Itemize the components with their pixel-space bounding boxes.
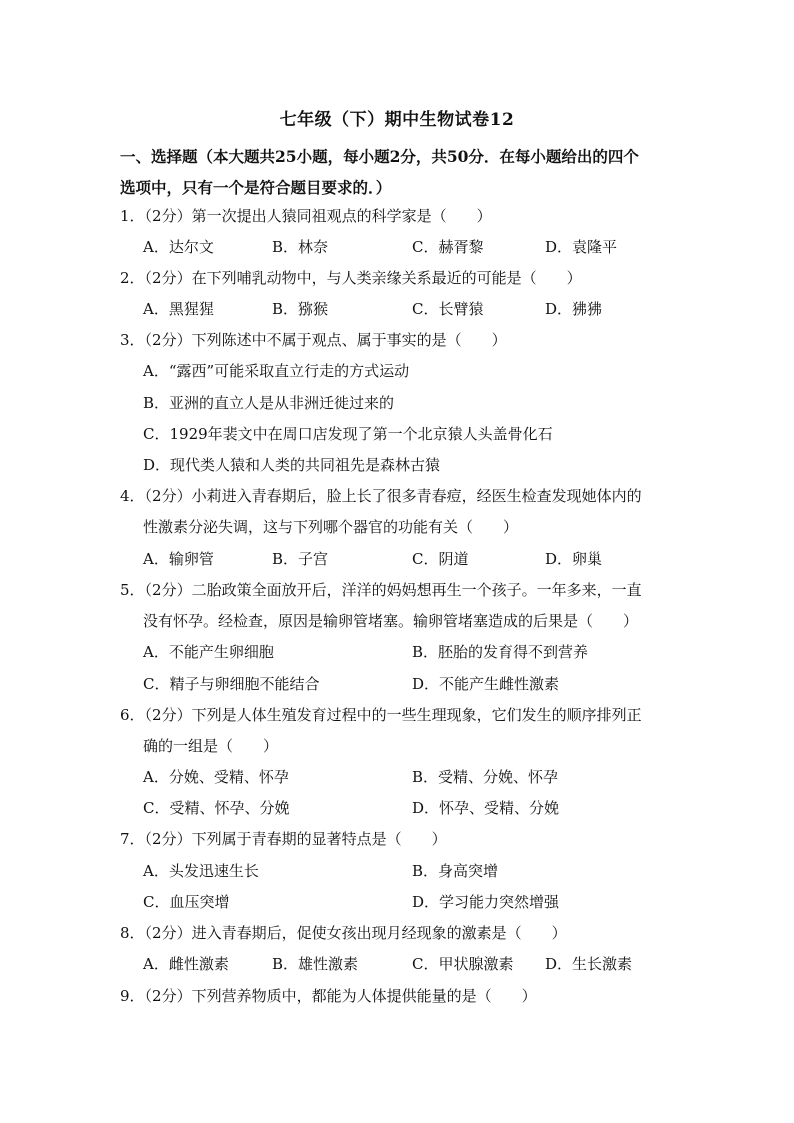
question-1-option-a: A．达尔文 bbox=[143, 238, 214, 256]
question-7-option-d: D．学习能力突然增强 bbox=[412, 893, 560, 911]
question-6-option-a: A．分娩、受精、怀孕 bbox=[143, 768, 289, 786]
question-5-option-b: B．胚胎的发育得不到营养 bbox=[412, 643, 589, 661]
question-6-option-c: C．受精、怀孕、分娩 bbox=[143, 799, 290, 817]
question-2-option-a: A．黑猩猩 bbox=[143, 300, 214, 318]
question-1-option-b: B．林奈 bbox=[272, 238, 329, 256]
section-heading-line-1: 一、选择题（本大题共25小题，每小题2分，共50分．在每小题给出的四个 bbox=[120, 147, 639, 166]
question-4-option-d: D．卵巢 bbox=[545, 550, 603, 568]
question-2-option-c: C．长臂猿 bbox=[412, 300, 484, 318]
question-5-option-c: C．精子与卵细胞不能结合 bbox=[143, 675, 320, 693]
question-3-option-c: C．1929年裴文中在周口店发现了第一个北京猿人头盖骨化石 bbox=[143, 425, 553, 443]
question-2-option-b: B．猕猴 bbox=[272, 300, 329, 318]
question-5-option-d: D．不能产生雌性激素 bbox=[412, 675, 560, 693]
question-8-stem: 8．（2分）进入青春期后，促使女孩出现月经现象的激素是（ ） bbox=[120, 924, 567, 942]
question-4-stem: 4．（2分）小莉进入青春期后，脸上长了很多青春痘，经医生检查发现她体内的 bbox=[120, 487, 642, 505]
question-7-stem: 7．（2分）下列属于青春期的显著特点是（ ） bbox=[120, 830, 447, 848]
question-4-stem-cont: 性激素分泌失调，这与下列哪个器官的功能有关（ ） bbox=[143, 518, 519, 536]
question-8-option-b: B．雄性激素 bbox=[272, 955, 359, 973]
question-6-option-b: B．受精、分娩、怀孕 bbox=[412, 768, 559, 786]
question-1-stem: 1．（2分）第一次提出人猿同祖观点的科学家是（ ） bbox=[120, 207, 492, 225]
question-4-option-a: A．输卵管 bbox=[143, 550, 214, 568]
question-5-option-a: A．不能产生卵细胞 bbox=[143, 643, 274, 661]
question-7-option-c: C．血压突增 bbox=[143, 893, 230, 911]
question-7-option-a: A．头发迅速生长 bbox=[143, 862, 259, 880]
question-3-option-d: D．现代类人猿和人类的共同祖先是森林古猿 bbox=[143, 456, 441, 474]
question-5-stem-cont: 没有怀孕。经检查，原因是输卵管堵塞。输卵管堵塞造成的后果是（ ） bbox=[143, 612, 639, 630]
page-title: 七年级（下）期中生物试卷12 bbox=[279, 110, 515, 130]
question-3-option-a: A．“露西”可能采取直立行走的方式运动 bbox=[143, 362, 410, 380]
question-3-option-b: B．亚洲的直立人是从非洲迁徙过来的 bbox=[143, 394, 395, 412]
question-8-option-a: A．雌性激素 bbox=[143, 955, 229, 973]
question-4-option-b: B．子宫 bbox=[272, 550, 329, 568]
question-6-stem: 6．（2分）下列是人体生殖发育过程中的一些生理现象，它们发生的顺序排列正 bbox=[120, 706, 642, 724]
question-1-option-d: D．袁隆平 bbox=[545, 238, 618, 256]
question-1-option-c: C．赫胥黎 bbox=[412, 238, 484, 256]
question-9-stem: 9．（2分）下列营养物质中，都能为人体提供能量的是（ ） bbox=[120, 987, 537, 1005]
question-8-option-d: D．生长激素 bbox=[545, 955, 633, 973]
question-2-stem: 2．（2分）在下列哺乳动物中，与人类亲缘关系最近的可能是（ ） bbox=[120, 269, 582, 287]
question-6-option-d: D．怀孕、受精、分娩 bbox=[412, 799, 560, 817]
question-7-option-b: B．身高突增 bbox=[412, 862, 499, 880]
question-3-stem: 3．（2分）下列陈述中不属于观点、属于事实的是（ ） bbox=[120, 331, 507, 349]
question-2-option-d: D．狒狒 bbox=[545, 300, 603, 318]
question-6-stem-cont: 确的一组是（ ） bbox=[143, 737, 279, 755]
question-8-option-c: C．甲状腺激素 bbox=[412, 955, 514, 973]
section-heading-line-2: 选项中，只有一个是符合题目要求的．） bbox=[120, 178, 392, 197]
question-5-stem: 5．（2分）二胎政策全面放开后，洋洋的妈妈想再生一个孩子。一年多来，一直 bbox=[120, 581, 642, 599]
question-4-option-c: C．阴道 bbox=[412, 550, 469, 568]
section-heading bbox=[120, 141, 680, 203]
